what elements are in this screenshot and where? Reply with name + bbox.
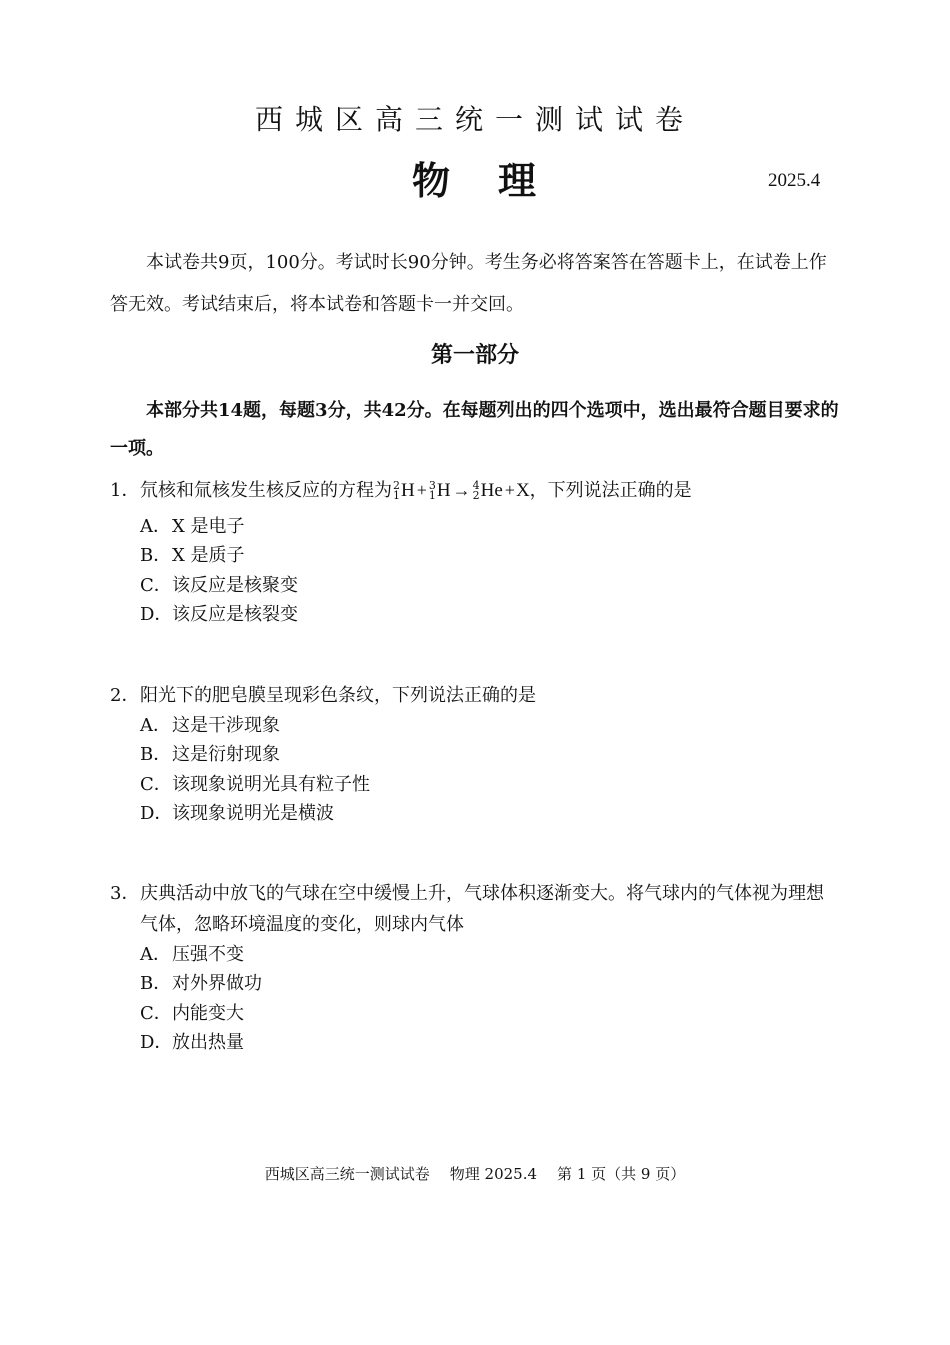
option-3c bbox=[140, 999, 244, 1025]
section-intro-line-1: 本部分共14题，每题3分，共42分。在每题列出的四个选项中，选出最符合题目要求的 bbox=[146, 400, 839, 421]
section-title: 第一部分 bbox=[430, 342, 519, 368]
option-text: 该现象说明光是横波 bbox=[172, 803, 334, 824]
question-1-stem bbox=[110, 476, 692, 502]
option-text: X 是质子 bbox=[172, 545, 245, 566]
question-number: 1． bbox=[110, 480, 140, 501]
plus-sign: + bbox=[416, 480, 427, 500]
option-letter: B． bbox=[140, 545, 172, 566]
option-letter: D． bbox=[140, 803, 173, 824]
option-letter: C． bbox=[140, 1003, 172, 1024]
mass-number: 2 bbox=[393, 479, 400, 492]
option-3d bbox=[140, 1028, 244, 1054]
nuclide-tritium bbox=[429, 480, 451, 502]
option-2c bbox=[140, 770, 370, 796]
nuclide-deuterium bbox=[393, 480, 415, 502]
footer-exam-title: 西城区高三统一测试试卷 bbox=[264, 1165, 430, 1183]
footer-subject-date: 物理 2025.4 bbox=[449, 1165, 538, 1183]
option-1b bbox=[140, 541, 245, 567]
arrow-sign: → bbox=[452, 480, 471, 500]
question-number: 3． bbox=[110, 883, 140, 904]
exam-date: 2025.4 bbox=[768, 170, 821, 191]
option-text: 压强不变 bbox=[172, 944, 244, 965]
element-symbol: H bbox=[436, 480, 451, 501]
option-2b bbox=[140, 740, 280, 766]
charge-number: 1 bbox=[428, 489, 436, 502]
option-text: X 是电子 bbox=[172, 516, 245, 537]
nuclide-helium bbox=[473, 480, 503, 502]
subject-char-1: 物 bbox=[411, 158, 452, 203]
option-letter: B． bbox=[140, 973, 172, 994]
option-text: 该反应是核聚变 bbox=[172, 575, 298, 596]
mass-number: 3 bbox=[428, 479, 436, 492]
question-text-end: ，下列说法正确的是 bbox=[529, 480, 692, 501]
option-text: 这是衍射现象 bbox=[172, 744, 280, 765]
option-text: 对外界做功 bbox=[172, 973, 262, 994]
footer-page-number: 第 1 页（共 9 页） bbox=[557, 1165, 686, 1183]
section-intro-line-2: 一项。 bbox=[110, 438, 164, 459]
subject-char-2: 理 bbox=[498, 158, 539, 203]
option-2d bbox=[140, 799, 334, 825]
instructions-line-1: 本试卷共9页，100分。考试时长90分钟。考生务必将答案答在答题卡上，在试卷上作 bbox=[146, 252, 827, 273]
option-3a bbox=[140, 940, 244, 966]
plus-sign: + bbox=[504, 480, 515, 500]
option-letter: A． bbox=[140, 944, 171, 965]
element-symbol: He bbox=[480, 480, 503, 501]
instructions-line-2: 答无效。考试结束后，将本试卷和答题卡一并交回。 bbox=[110, 294, 524, 315]
option-letter: D． bbox=[140, 604, 173, 625]
element-symbol: H bbox=[401, 480, 415, 501]
option-1a bbox=[140, 512, 245, 538]
option-text: 放出热量 bbox=[172, 1032, 244, 1053]
option-3b bbox=[140, 969, 262, 995]
question-2-stem bbox=[110, 681, 536, 707]
page-footer bbox=[0, 1163, 950, 1184]
question-text: 氘核和氚核发生核反应的方程为 bbox=[140, 480, 392, 501]
option-letter: C． bbox=[140, 774, 172, 795]
charge-number: 2 bbox=[472, 489, 480, 502]
option-text: 该反应是核裂变 bbox=[172, 604, 298, 625]
question-text: 阳光下的肥皂膜呈现彩色条纹，下列说法正确的是 bbox=[140, 685, 536, 706]
option-letter: A． bbox=[140, 715, 171, 736]
charge-number: 1 bbox=[393, 489, 400, 502]
option-text: 内能变大 bbox=[172, 1003, 244, 1024]
option-1d bbox=[140, 600, 298, 626]
exam-title: 西城区高三统一测试试卷 bbox=[254, 103, 695, 136]
question-3-stem-line-2: 气体，忽略环境温度的变化，则球内气体 bbox=[140, 914, 464, 935]
option-letter: D． bbox=[140, 1032, 173, 1053]
option-text: 该现象说明光具有粒子性 bbox=[172, 774, 370, 795]
question-number: 2． bbox=[110, 685, 140, 706]
option-letter: B． bbox=[140, 744, 172, 765]
mass-number: 4 bbox=[472, 479, 480, 492]
option-letter: A． bbox=[140, 516, 171, 537]
option-1c bbox=[140, 571, 298, 597]
option-letter: C． bbox=[140, 575, 172, 596]
question-text: 庆典活动中放飞的气球在空中缓慢上升，气球体积逐渐变大。将气球内的气体视为理想 bbox=[140, 883, 824, 904]
question-3-stem-line-1 bbox=[110, 879, 824, 905]
option-text: 这是干涉现象 bbox=[172, 715, 280, 736]
option-2a bbox=[140, 711, 280, 737]
product-x: X bbox=[515, 480, 530, 501]
